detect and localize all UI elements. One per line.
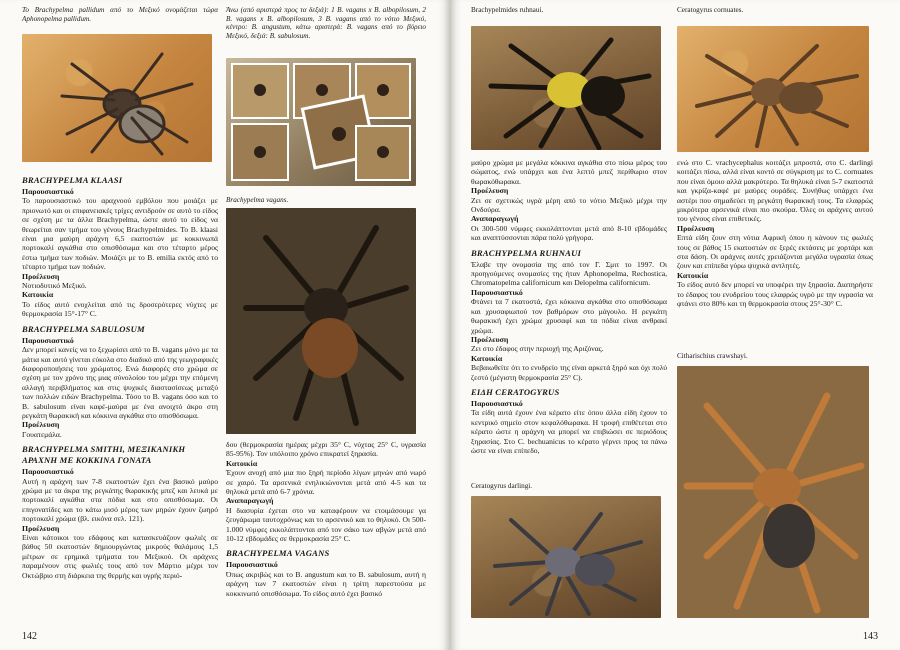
smithi-origin-text: Είναι κάτοικοι του εδάφους και κατασκευάζουν φωλιές σε βάθος 50 εκατοστών δημιουργώντας μικρούς θαλάμους 1,5 μέτρων σε ερημικά τμήματα του Μεξικού. Οι αράχνες παραμένουν στις φωλιές τους από τον Μάρτιο μέχρι τον Οκτώβριο στη διάρκεια της θερμής και υγρής περιό- [22, 533, 218, 580]
subheading-origin: Προέλευση [471, 334, 509, 344]
sabulosum-appearance-text: Δεν μπορεί κανείς να το ξεχωρίσει από το B. vagans μόνο με τα μάτια και αυτό γίνεται εύκολα στο διαδικό από της γεωγραφικές διαφοροποιήσεις του χρώματος. Ενώ διαφορές στο χρώμα σε σχέση με τον χρόνο της μιας σύνολοίου του μέχρι την επόμενη αλλαγή περιβλήματος και στις ψυχικές διαστασίσεως μεταξύ των πολλών ειδών Brachypelma. Τόσο το B. vagans όσο και το B. sabulosum είναι καφέ-μαύρα με ένα ανοιχτό άκρο στη ρεγκάτη θωρακική και κόκκινα αγκάθια στο οπισθόσωμα. [22, 345, 218, 420]
klaasi-habitat-text: Το είδος αυτό ενοχλείται από τις δροσερότερες νύχτες με θερμοκρασία 15°-17° C. [22, 299, 218, 319]
left-column-2 [226, 440, 426, 598]
ruhnaui-appearance-text: Φτάνει τα 7 εκατοστά, έχει κόκκινα αγκάθια στο οπισθόσωμα και χρυσαφιωπού τον βαθμόρων στο μάγουλο. Η ρεγκάτη θωρακική έχει χρώμα χρυσαφί και τα πόδια είναι ανθρακί χρώμα. [471, 297, 667, 335]
tarantula-cornuates-image [677, 26, 869, 152]
subheading-habitat: Κατοικία [22, 290, 54, 300]
caption-collage-text: Άνω (από αριστερά προς τα δεξιά): 1 B. vagans x B. albopilosum, 2 B. vagans x B. albopilosum, 3 B. vagans από το νότιο Μεξικό, κέντρο: B. angustum, κάτω αριστερά: B. vagans από το βόρειο Μεξικό, δεξιά: B. sabulosum. [226, 6, 426, 40]
smithi-reproduction-text: Η διασυρία έχεται στο να καταφέρουν να ετοιμάσουμε γα ζευγάρωμα ταυτοχρόνως και το αρσενικό και το θηλυκό. Οι 500-1.000 νύμφες εκκολάπτονται από τον σάκο των αβγών μετά από 10-12 εβδομάδες σε θερμοκρασία 25° C. [226, 505, 426, 544]
subheading-origin: Προέλευση [22, 523, 60, 533]
ceratogyrus-habitat-text: Το είδος αυτό δεν μπορεί να υποφέρει την ξηρασία. Διατηρήστε το έδαφος του ενυδρείου τους ελαφρώς υγρό με την υγρασία να φτάνει στο 80% και τη θερμοκρασία στους 25°-30° C. [677, 280, 873, 309]
caption-collage [226, 6, 426, 40]
subheading-reproduction: Αναπαραγωγή [471, 214, 519, 224]
subheading-appearance: Παρουσιαστικό [22, 467, 74, 477]
heading-klaasi: BRACHYPELMA KLAASI [22, 175, 123, 185]
left-column-1 [22, 170, 218, 580]
caption-cornuates [677, 6, 877, 15]
ruhnaui-habitat-text: Βεβαιωθείτε ότι το ενυδρείο της είναι αρκετά ξηρό και όχι πολύ ζεστό (μέγιστη θερμοκρασία 25° C). [471, 363, 667, 382]
subheading-appearance: Παρουσιαστικό [471, 398, 523, 408]
heading-vagans: BRACHYPELMA VAGANS [226, 548, 330, 559]
caption-cornuates-text: Ceratogyrus cornuates. [677, 6, 744, 14]
subheading-habitat: Κατοικία [226, 458, 258, 468]
subheading-habitat: Κατοικία [677, 270, 709, 280]
smithi-appearance-text: Αυτή η αράχνη των 7-8 εκατοστών έχει ένα βασικό μαύρο χρώμα με τα άκρα της ρεγκάτης θωρακικής μπεζ και λευκά με πορτοκαλί αγκάθια στα πόδια και στο οπισθόσωμα. Οι επιγονατίδες και το κάτω μισό μέρος των μηρών έχουν ζωηρό πορτοκαλί χρώμα (βλ. εικόνα σελ. 121). [22, 476, 218, 524]
tarantula-darlingi-image [471, 496, 661, 618]
subheading-appearance: Παρουσιαστικό [22, 335, 74, 345]
vagans-appearance-text: Όπως ακριβώς και το B. angustum και το B. sabulosum, αυτή η αράχνη των 7 εκατοστών είναι η τρίτη παρεστούσα με κοκκινωπό οπισθόσωμα. Το είδος αυτό έχει βασικό [226, 569, 426, 598]
caption-ruhnaui-text: Brachypelmides ruhnaui. [471, 6, 544, 14]
photo-vagans [226, 208, 416, 434]
page-number-left: 142 [22, 631, 37, 642]
subheading-origin: Προέλευση [22, 420, 60, 430]
smithi-habitat-text: Έχουν ανοχή από μια πιο ξηρή περίοδο λίγων μηνών από νωρό σε χαιρό. Τα αρσενικά ενηλικιώνονται μετά από 4-5 και τα θηλυκά μετά από 6-7 χρόνια. [226, 468, 426, 497]
caption-pallidum-text: Το Brachypelma pallidum από το Μεξικό ονομάζεται τώρα Aphonopelma pallidum. [22, 6, 218, 23]
sabulosum-origin-text: Γουατεμάλα. [22, 429, 62, 439]
ruhnaui-origin-text: Ζει στο έδαφος στην περιοχή της Αριζόνας. [471, 344, 604, 354]
right-column-2 [677, 158, 873, 309]
smithi-origin-continued: δου (θερμοκρασία ημέρας μέχρι 35° C, νύχτας 25° C, υγρασία 85-95%). Τον υπόλοιπο χρόνο επικρατεί ξηρασία. [226, 440, 426, 459]
heading-ceratogyrus: ΕΙΔΗ CERATOGYRUS [471, 386, 560, 397]
subheading-habitat: Κατοικία [471, 353, 503, 363]
ruhnaui-intro-text: Έλαβε την ονομασία της από τον Γ. Σμιτ το 1997. Οι προηγούμενες ονομασίες της ήταν Aphonopelma, Rechostica, Chromatopelma californicum και Delopelma californicum. [471, 259, 667, 288]
subheading-origin: Προέλευση [471, 186, 509, 196]
caption-vagans-text: Brachypelma vagans. [226, 196, 289, 204]
klaasi-appearance-text: Το παρουσιαστικό του αραχνοού εμβόλου που μοιάζει με πριονωτό και οι επιφανειακές τρίχες αντιδρούν σε αυτό το είδος σε σχέση με τα άλλα Brachypelma, ώστε αυτό το είδος να θεωρείται σαν τμήμα του γένους Brachypelmides. Το B. klaasi είναι μια μαύρη αράχνη 6,5 εκατοστών με κοκκινωπά πορτοκαλί αγκάθια στο οπισθόσωμα και στο τέταρτο μέρος έστω τμήμα των ποδιών. Μοιάζει με το B. emilia εκτός από το τέταρτο τμήμα των ποδιών. [22, 196, 218, 272]
photo-crawshayi [677, 366, 869, 618]
photo-pallidum [22, 34, 212, 162]
photo-cornuates [677, 26, 869, 152]
subheading-appearance: Παρουσιαστικό [226, 560, 278, 570]
caption-darlingi [471, 482, 667, 491]
subheading-origin: Προέλευση [677, 223, 715, 233]
vagans-appearance-continued: μαύρο χρώμα με μεγάλα κόκκινα αγκάθια στο πίσω μέρος του σώματος, ενώ υπάρχει και ένα λεπτό μπεζ περίθωριο στον θωρακόθωρακα. [471, 158, 667, 186]
tarantula-vagans-image [226, 208, 416, 434]
ceratogyrus-appearance-text: Τα είδη αυτά έχουν ένα κέρατο είτε όπου άλλα είδη έχουν το κεντρικό σημείο στον κεφαλόθωρακα. Η τροφή επιθέτεται στο κέρατο ώστε η αράχνη να μπορεί να επιβιώσει σε περιόδους ξηρασίας. Στο C. bechuanicus το κέρατο γέρνει προς τα πάνω ώστε να είναι επίπεδο, [471, 408, 667, 455]
page-number-right: 143 [863, 631, 878, 642]
tarantula-pallidum-image [22, 34, 212, 162]
photo-ruhnaui [471, 26, 661, 150]
klaasi-origin-text: Νοτιοδυτικό Μεξικό. [22, 281, 87, 291]
photo-collage [226, 58, 416, 186]
heading-smithi: BRACHYPELMA SMITHI, ΜΕΞΙΚΑΝΙΚΗ ΑΡΑΧΝΗ ΜΕ ΚΟΚΚΙΝΑ ΓΟΝΑΤΑ [22, 444, 186, 466]
subheading-reproduction: Αναπαραγωγή [226, 496, 274, 506]
caption-ruhnaui [471, 6, 661, 15]
caption-crawshayi-text: Citharischius crawshayi. [677, 352, 748, 360]
tarantula-crawshayi-image [677, 366, 869, 618]
caption-crawshayi [677, 352, 873, 361]
subheading-appearance: Παρουσιαστικό [471, 287, 523, 297]
ceratogyrus-origin-text: Επτά είδη ζουν στη νότια Αφρική όπου η κάνουν τις φωλιές τους σε βάθος 15 εκατοστών σε ξερές εκτάσεις με χορτάρι και στα δάση. Οι αράχνες αυτές χρειάζονται μεγάλα υγρασία όπως ζουν και επίπεδα γύρω ψυχικά αντλητές. [677, 233, 873, 271]
vagans-reproduction-text: Οι 300-500 νύμφες εκκολάπτονται μετά από 8-10 εβδομάδες και αναπτύσσονται πάρα πολύ γρήγορα. [471, 223, 667, 243]
caption-pallidum [22, 6, 218, 23]
left-page [0, 0, 449, 650]
tarantula-ruhnaui-image [471, 26, 661, 150]
right-page [451, 0, 900, 650]
ceratogyrus-appearance-continued: ενώ στο C. vrachycephalus κοιτάζει μπροστά, στο C. darlingi κοιτάζει πίσω, αλλά είναι κοντό σε σύγκριση με το C. cornuates που είναι όμοιο αλλά μακρύτερο. Τα θηλυκά είναι 5-7 εκατοστά και γκρίζα-καφέ με μαύρες ουράδες. Συνήθως υπάρχει ένα αστέρι που σημαδεύει τη ρεγκάτη θωρακική τους. Τα ελαφρώς μικρότερα αρσενικά είναι πιο σκούρα. Όλες οι αράχνες αυτού του γένους είναι επιθετικές. [677, 158, 873, 224]
caption-vagans [226, 196, 426, 205]
photo-darlingi [471, 496, 661, 618]
subheading-appearance: Παρουσιαστικό [22, 187, 74, 196]
right-column-1 [471, 158, 667, 455]
vagans-origin-text: Ζει σε σχετικώς υγρά μέρη από το νότιο Μεξικό μέχρι την Ονδούρα. [471, 195, 667, 215]
caption-darlingi-text: Ceratogyrus darlingi. [471, 482, 533, 490]
collage-image [226, 58, 416, 186]
heading-ruhnaui: BRACHYPELMA RUHNAUI [471, 247, 582, 258]
heading-sabulosum: BRACHYPELMA SABULOSUM [22, 323, 145, 334]
subheading-origin: Προέλευση [22, 271, 60, 281]
